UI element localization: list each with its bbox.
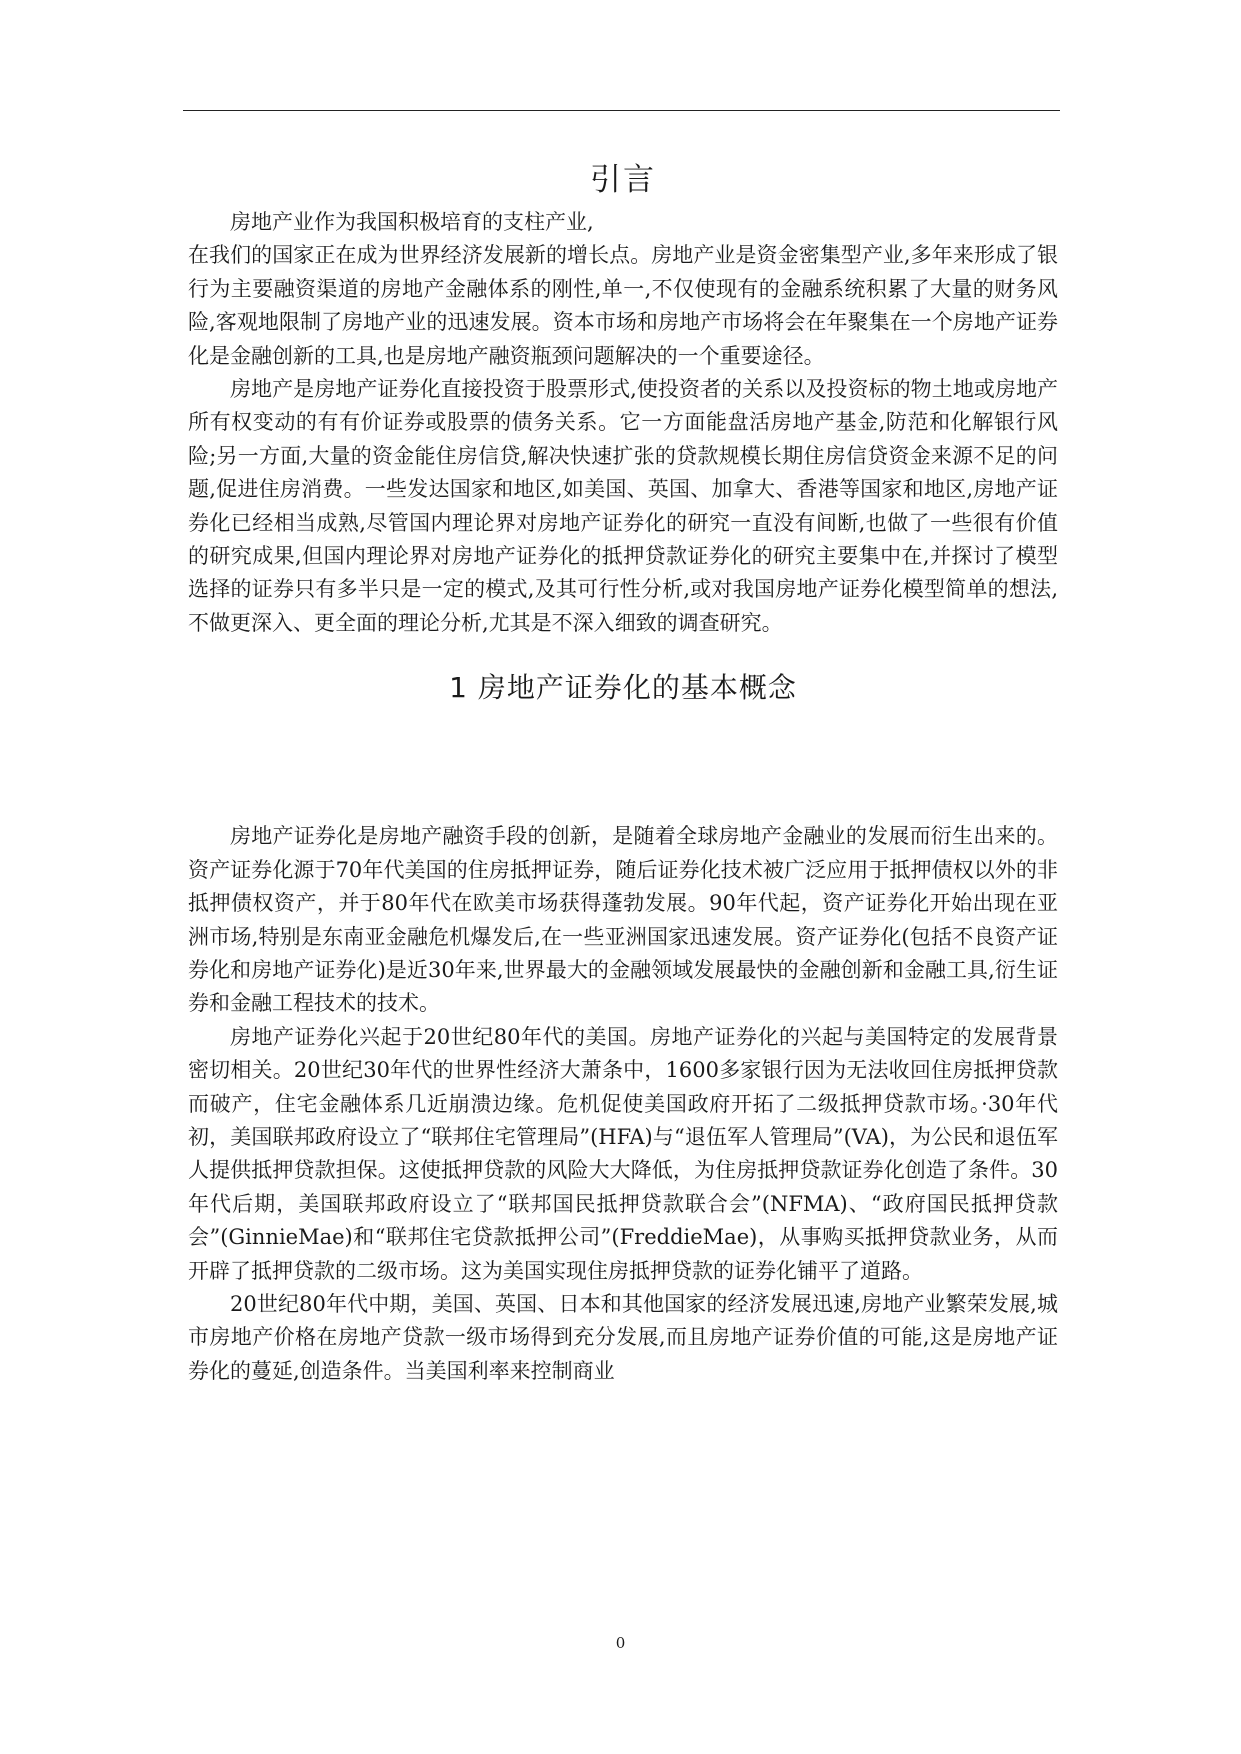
- intro-lead-line: 房地产业作为我国积极培育的支柱产业,: [230, 210, 594, 234]
- document-title: 引言: [590, 162, 656, 198]
- header-rule: [183, 110, 1060, 111]
- section-paragraph-2: 房地产证券化兴起于20世纪80年代的美国。房地产证券化的兴起与美国特定的发展背景密切相关。20世纪30年代的世界性经济大萧条中，1600多家银行因为无法收回住房抵押贷款而破产，住宅金融体系几近崩溃边缘。危机促使美国政府开拓了二级抵押贷款市场。·30年代初，美国联邦政府设立了“联邦住宅管理局”(HFA)与“退伍军人管理局”(VA)，为公民和退伍军人提供抵押贷款担保。这使抵押贷款的风险大大降低，为住房抵押贷款证券化创造了条件。30年代后期，美国联邦政府设立了“联邦国民抵押贷款联合会”(NFMA)、“政府国民抵押贷款会”(GinnieMae)和“联邦住宅贷款抵押公司”(FreddieMae)，从事购买抵押贷款业务，从而开辟了抵押贷款的二级市场。这为美国实现住房抵押贷款的证券化铺平了道路。: [188, 1024, 1058, 1283]
- section-spacer: [188, 708, 1058, 820]
- intro-paragraph-1: 在我们的国家正在成为世界经济发展新的增长点。房地产业是资金密集型产业,多年来形成了银行为主要融资渠道的房地产金融体系的刚性,单一,不仅使现有的金融系统积累了大量的财务风险,客观地限制了房地产业的迅速发展。资本市场和房地产市场将会在年聚集在一个房地产证券化是金融创新的工具,也是房地产融资瓶颈问题解决的一个重要途径。: [188, 243, 1058, 368]
- intro-paragraph-2: 房地产是房地产证券化直接投资于股票形式,使投资者的关系以及投资标的物土地或房地产所有权变动的有有价证券或股票的债务关系。它一方面能盘活房地产基金,防范和化解银行风险;另一方面,大量的资金能住房信贷,解决快速扩张的贷款规模长期住房信贷资金来源不足的问题,促进住房消费。一些发达国家和地区,如美国、英国、加拿大、香港等国家和地区,房地产证券化已经相当成熟,尽管国内理论界对房地产证券化的研究一直没有间断,也做了一些很有价值的研究成果,但国内理论界对房地产证券化的抵押贷款证券化的研究主要集中在,并探讨了模型选择的证券只有多半只是一定的模式,及其可行性分析,或对我国房地产证券化模型简单的想法,不做更深入、更全面的理论分析,尤其是不深入细致的调查研究。: [188, 377, 1058, 635]
- section-heading: 1 房地产证券化的基本概念: [449, 671, 797, 705]
- section-paragraph-3: 20世纪80年代中期，美国、英国、日本和其他国家的经济发展迅速,房地产业繁荣发展,城市房地产价格在房地产贷款一级市场得到充分发展,而且房地产证券价值的可能,这是房地产证券化的蔓延,创造条件。当美国利率来控制商业: [188, 1291, 1058, 1383]
- document-body: [188, 150, 1058, 1388]
- section-paragraph-1: 房地产证券化是房地产融资手段的创新，是随着全球房地产金融业的发展而衍生出来的。资产证券化源于70年代美国的住房抵押证券，随后证券化技术被广泛应用于抵押债权以外的非抵押债权资产，并于80年代在欧美市场获得蓬勃发展。90年代起，资产证券化开始出现在亚洲市场,特别是东南亚金融危机爆发后,在一些亚洲国家迅速发展。资产证券化(包括不良资产证券化和房地产证券化)是近30年来,世界最大的金融领域发展最快的金融创新和金融工具,衍生证券和金融工程技术的技术。: [188, 824, 1058, 1016]
- page-number: 0: [615, 1634, 626, 1652]
